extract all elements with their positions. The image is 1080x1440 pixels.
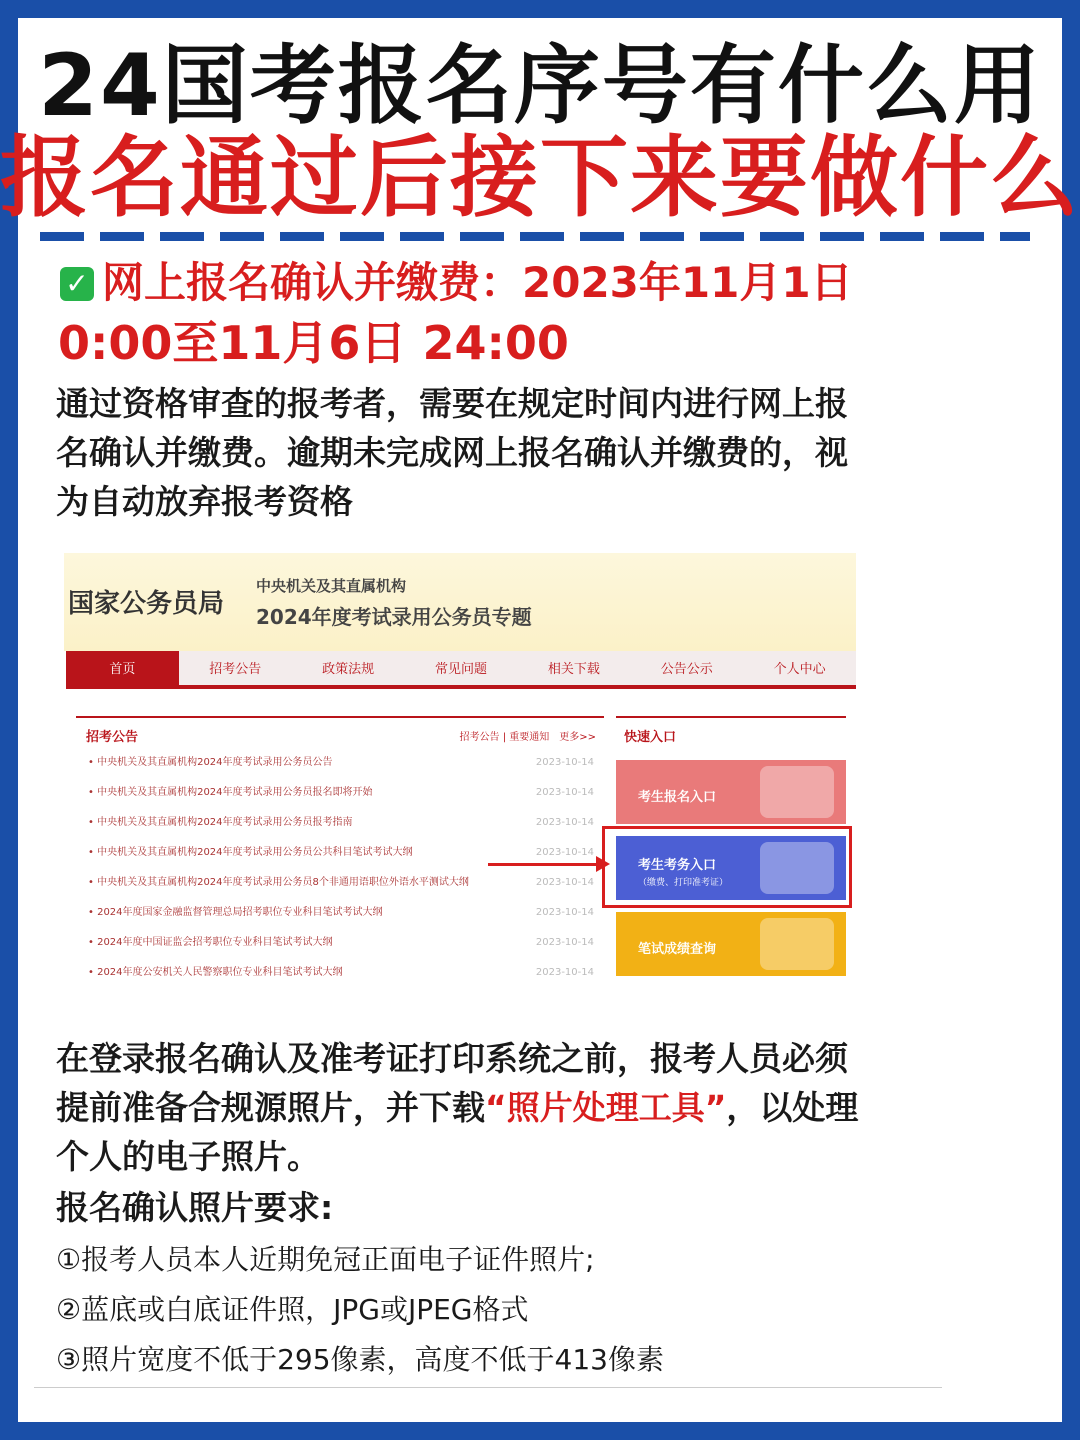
list-item-text[interactable]: • 中央机关及其直属机构2024年度考试录用公务员公共科目笔试考试大纲 xyxy=(88,847,413,858)
list-item-text[interactable]: • 中央机关及其直属机构2024年度考试录用公务员报考指南 xyxy=(88,817,353,828)
paragraph-text-end: ，以处理个人的电子照片。 xyxy=(56,1088,859,1176)
list-item-text[interactable]: • 2024年度中国证监会招考职位专业科目笔试考试大纲 xyxy=(88,937,333,948)
requirement-item-3: ③照片宽度不低于295像素，高度不低于413像素 xyxy=(56,1343,664,1376)
nav-policy[interactable]: 政策法规 xyxy=(322,662,375,677)
list-item[interactable] xyxy=(76,958,604,981)
list-item-text[interactable]: • 中央机关及其直属机构2024年度考试录用公务员报名即将开始 xyxy=(88,787,373,798)
check-icon: ✓ xyxy=(60,267,94,301)
nav-faq[interactable]: 常见问题 xyxy=(435,662,488,677)
list-item[interactable] xyxy=(76,868,604,898)
list-item-text[interactable]: • 2024年度公安机关人民警察职位专业科目笔试考试大纲 xyxy=(88,967,343,978)
requirement-item-1: ①报考人员本人近期免冠正面电子证件照片; xyxy=(56,1243,595,1276)
requirement-item-2: ②蓝底或白底证件照，JPG或JPEG格式 xyxy=(56,1293,529,1326)
list-title: 招考公告 xyxy=(86,730,139,745)
list-item-date: 2023-10-14 xyxy=(535,907,594,918)
list-item[interactable] xyxy=(76,928,604,958)
candidate-signup-button[interactable] xyxy=(616,760,846,824)
site-subtitle: 中央机关及其直属机构 xyxy=(256,577,407,595)
quick-entry-title: 快速入口 xyxy=(624,730,677,745)
document-illustration-icon xyxy=(760,766,834,818)
list-item[interactable] xyxy=(76,898,604,928)
exam-affairs-sublabel: （缴费、打印准考证） xyxy=(638,878,729,888)
site-header xyxy=(64,553,856,651)
list-item-date: 2023-10-14 xyxy=(535,877,594,888)
list-item[interactable] xyxy=(76,808,604,838)
list-item-date: 2023-10-14 xyxy=(535,757,594,768)
list-item-text[interactable]: • 中央机关及其直属机构2024年度考试录用公务员公告 xyxy=(88,757,333,768)
nav-recruit[interactable]: 招考公告 xyxy=(209,662,262,677)
paragraph-photo-tool xyxy=(56,1034,876,1181)
requirements-heading: 报名确认照片要求: xyxy=(56,1188,334,1227)
list-item-date: 2023-10-14 xyxy=(535,937,594,948)
photo-tool-highlight: “照片处理工具” xyxy=(485,1088,727,1127)
site-subtitle-2: 2024年度考试录用公务员专题 xyxy=(256,605,532,629)
candidate-signup-label: 考生报名入口 xyxy=(638,790,717,805)
nav-download[interactable]: 相关下载 xyxy=(547,662,600,677)
list-item-text[interactable]: • 2024年度国家金融监督管理总局招考职位专业科目笔试考试大纲 xyxy=(88,907,383,918)
score-query-button[interactable] xyxy=(616,912,846,976)
site-logo: 国家公务员局 xyxy=(68,589,225,619)
list-item-date: 2023-10-14 xyxy=(535,967,594,978)
dashed-divider xyxy=(40,232,1030,241)
list-item-date: 2023-10-14 xyxy=(535,817,594,828)
list-item[interactable] xyxy=(76,748,604,778)
website-screenshot xyxy=(64,553,856,981)
site-nav xyxy=(66,651,856,689)
exam-affairs-label: 考生考务入口 xyxy=(638,858,717,873)
red-arrow-icon xyxy=(488,863,598,866)
nav-home[interactable]: 首页 xyxy=(66,651,179,685)
page-subtitle: 报名通过后接下来要做什么 xyxy=(0,126,1080,229)
monitor-illustration-icon xyxy=(760,918,834,970)
list-item-date: 2023-10-14 xyxy=(535,787,594,798)
announcement-list xyxy=(76,716,604,981)
list-item-text[interactable]: • 中央机关及其直属机构2024年度考试录用公务员8个非通用语职位外语水平测试大纲 xyxy=(88,877,469,888)
list-item-date: 2023-10-14 xyxy=(535,847,594,858)
paragraph-confirm: 通过资格审查的报考者，需要在规定时间内进行网上报名确认并缴费。逾期未完成网上报名确认并缴费的，视为自动放弃报考资格 xyxy=(56,384,848,521)
paragraph-text: 在登录报名确认及准考证打印系统之前，报考人员必须提前准备合规源照片，并下载 xyxy=(56,1039,848,1127)
list-item[interactable] xyxy=(76,778,604,808)
nav-personal[interactable]: 个人中心 xyxy=(773,662,826,677)
nav-notice[interactable]: 公告公示 xyxy=(660,662,713,677)
bottom-divider xyxy=(34,1387,942,1388)
headline-text: 网上报名确认并缴费：2023年11月1日 xyxy=(102,258,853,307)
headline-date-line1 xyxy=(60,255,853,311)
highlight-frame xyxy=(602,826,852,908)
score-query-label: 笔试成绩查询 xyxy=(638,942,717,957)
page-title: 24国考报名序号有什么用 xyxy=(38,36,1042,136)
list-header xyxy=(76,718,604,748)
list-more-link[interactable]: 招考公告 | 重要通知 更多>> xyxy=(459,732,596,743)
headline-date-line2: 0:00至11月6日 24:00 xyxy=(58,316,569,370)
